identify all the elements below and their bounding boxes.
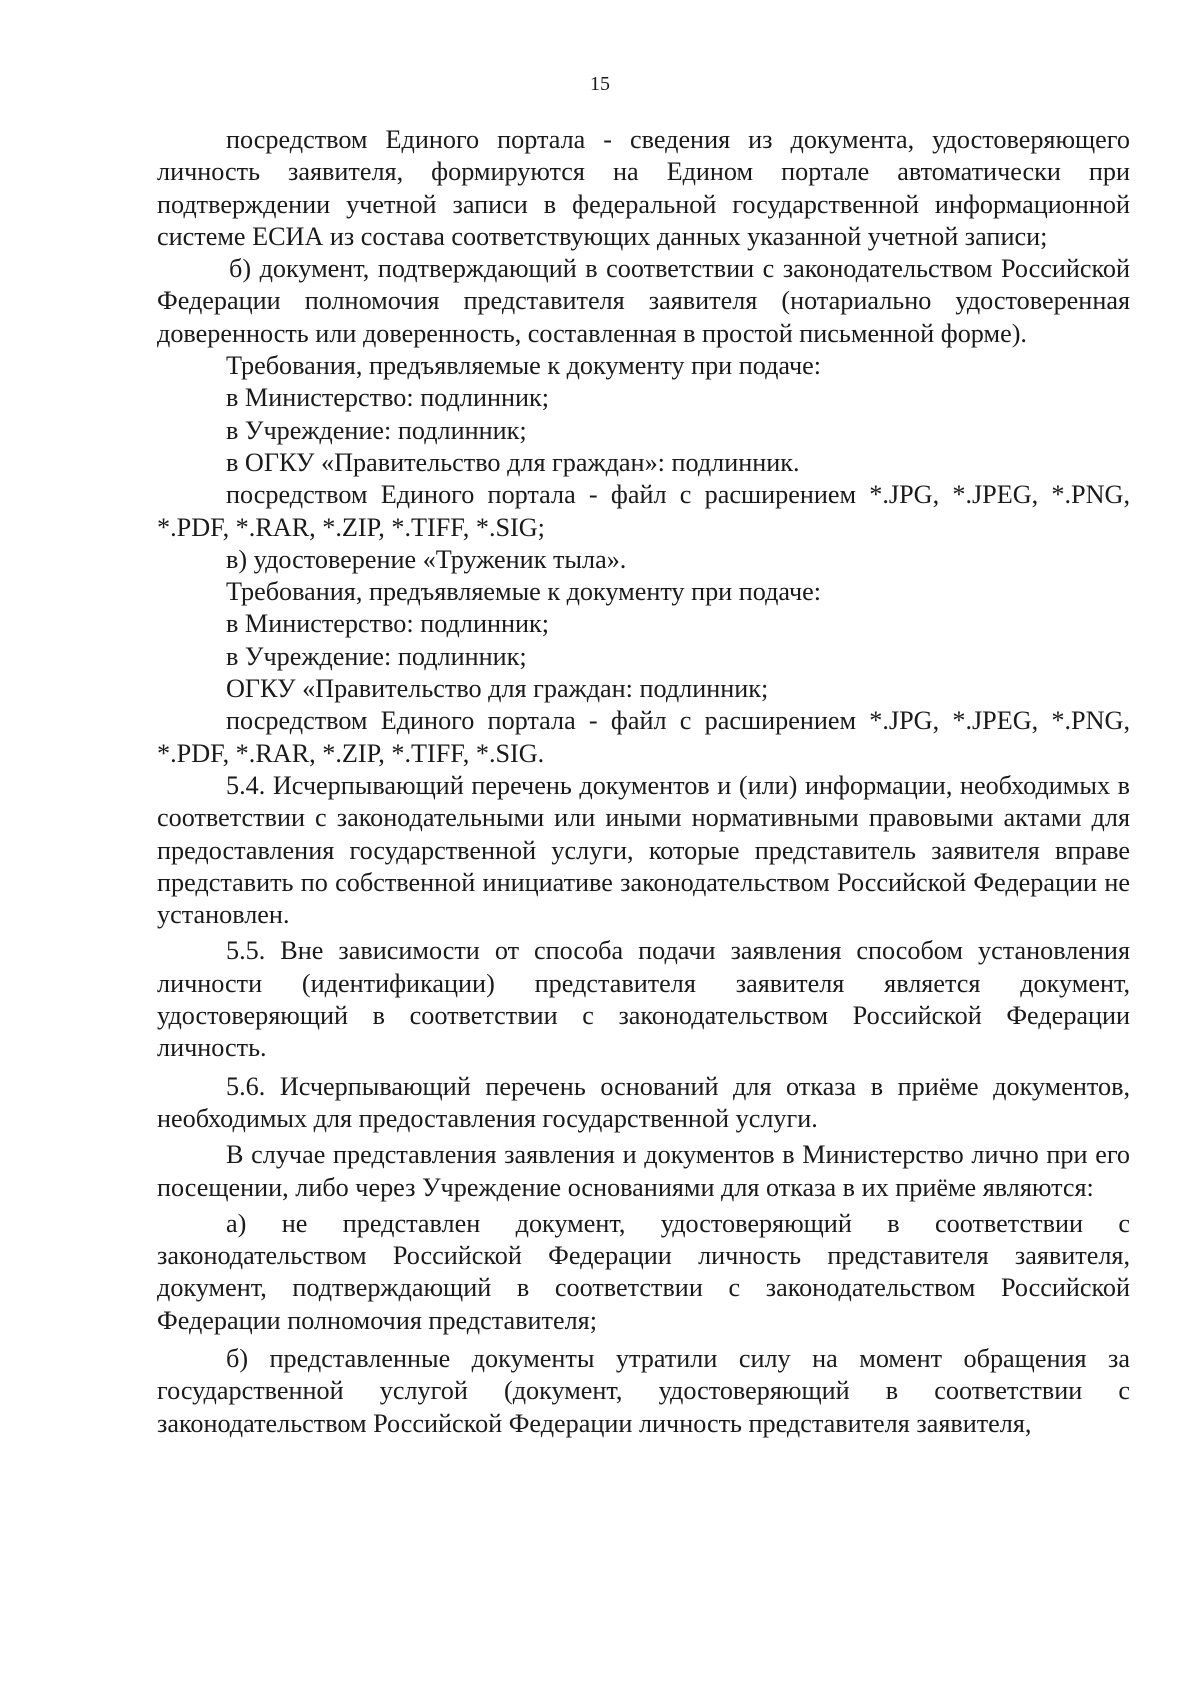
- paragraph-ogku-original: в ОГКУ «Правительство для граждан»: подлинник.: [226, 447, 800, 477]
- paragraph-requirements-heading: Требования, предъявляемые к документу при подаче:: [226, 351, 822, 381]
- paragraph-requirements-heading-2: Требования, предъявляемые к документу при подаче:: [226, 577, 822, 607]
- paragraph-section-5-6: 5.6. Исчерпывающий перечень оснований для отказа в приёме документов, необходимых для предоставления государственной услуги.: [157, 1071, 1130, 1133]
- paragraph-refusal-expired-documents: б) представленные документы утратили силу на момент обращения за государственной услугой (документ, удостоверяющий в соответствии с законодательством Российской Федерации личность представителя заявителя,: [157, 1343, 1130, 1438]
- paragraph-institution-original: в Учреждение: подлинник;: [226, 415, 527, 445]
- paragraph-section-5-4: 5.4. Исчерпывающий перечень документов и (или) информации, необходимых в соответствии с законодательными или иными нормативными правовыми актами для предоставления государственной услуги, которые представитель заявителя вправе представить по собственной инициативе законодательством Российской Федерации не установлен.: [157, 770, 1130, 930]
- paragraph-home-front-worker-certificate: в) удостоверение «Труженик тыла».: [226, 544, 627, 574]
- document-body: [157, 124, 1130, 1440]
- page-number: 15: [590, 73, 610, 95]
- paragraph-portal-file-formats: посредством Единого портала - файл с расширением *.JPG, *.JPEG, *.PNG, *.PDF, *.RAR, *.ZIP, *.TIFF, *.SIG;: [157, 480, 1130, 542]
- paragraph-section-5-5: 5.5. Вне зависимости от способа подачи заявления способом установления личности (идентификации) представителя заявителя является документ, удостоверяющий в соответствии с законодательством Российской Федерации личность.: [157, 936, 1130, 1063]
- paragraph-institution-original-2: в Учреждение: подлинник;: [226, 641, 527, 671]
- paragraph-refusal-in-person: В случае представления заявления и документов в Министерство лично при его посещении, либо через Учреждение основаниями для отказа в их приёме являются:: [157, 1140, 1130, 1202]
- paragraph-ministry-original: в Министерство: подлинник;: [226, 383, 549, 413]
- paragraph-ogku-original-2: ОГКУ «Правительство для граждан: подлинник;: [226, 674, 769, 704]
- paragraph-power-of-attorney: б) документ, подтверждающий в соответствии с законодательством Российской Федерации полномочия представителя заявителя (нотариально удостоверенная доверенность или доверенность, составленная в простой письменной форме).: [157, 254, 1130, 348]
- paragraph-esia-identity-data: посредством Единого портала - сведения из документа, удостоверяющего личность заявителя, формируются на Едином портале автоматически при подтверждении учетной записи в федеральной государственной информационной системе ЕСИА из состава соответствующих данных указанной учетной записи;: [157, 125, 1130, 251]
- paragraph-refusal-no-identity-document: а) не представлен документ, удостоверяющий в соответствии с законодательством Российской Федерации личность представителя заявителя, документ, подтверждающий в соответствии с законодательством Российской Федерации полномочия представителя;: [157, 1208, 1130, 1335]
- paragraph-portal-file-formats-2: посредством Единого портала - файл с расширением *.JPG, *.JPEG, *.PNG, *.PDF, *.RAR, *.ZIP, *.TIFF, *.SIG.: [157, 706, 1130, 768]
- paragraph-ministry-original-2: в Министерство: подлинник;: [226, 609, 549, 639]
